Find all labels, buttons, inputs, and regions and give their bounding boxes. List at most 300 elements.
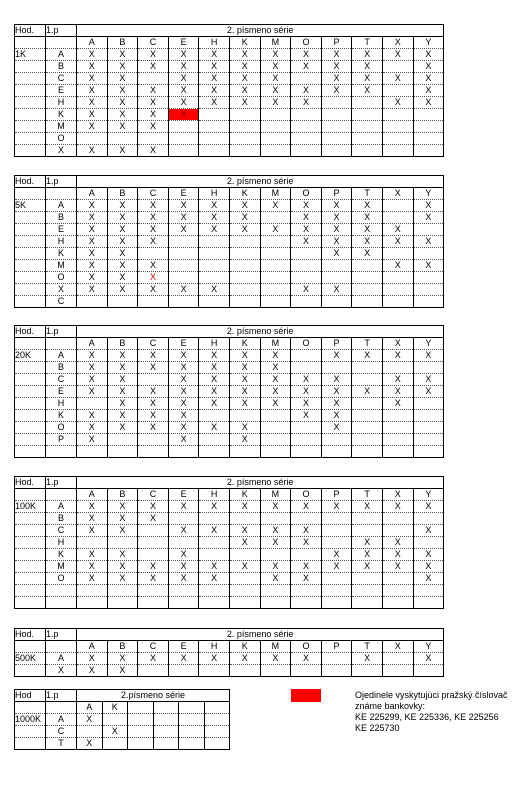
mark-cell xyxy=(199,665,230,677)
mark-cell xyxy=(291,446,322,458)
mark-cell: X xyxy=(77,212,108,224)
series-grid xyxy=(14,325,444,458)
denomination-cell xyxy=(15,133,46,145)
mark-cell: X xyxy=(382,501,413,513)
mark-cell xyxy=(199,109,230,121)
mark-cell: X xyxy=(77,73,108,85)
column-letter: H xyxy=(199,489,230,501)
header-row xyxy=(15,629,444,641)
mark-cell: X xyxy=(107,49,138,61)
mark-cell: X xyxy=(168,561,199,573)
mark-cell: X xyxy=(229,362,260,374)
first-letter: M xyxy=(46,561,77,573)
mark-cell xyxy=(199,296,230,308)
mark-cell: X xyxy=(352,224,383,236)
first-letter: A xyxy=(46,49,77,61)
second-letter-title: 2. písmeno série xyxy=(77,176,444,188)
mark-cell xyxy=(321,585,352,597)
mark-cell: X xyxy=(291,573,322,585)
mark-cell: X xyxy=(199,386,230,398)
column-letter: X xyxy=(382,338,413,350)
mark-cell: X xyxy=(107,350,138,362)
mark-cell: X xyxy=(291,49,322,61)
mark-cell: X xyxy=(168,61,199,73)
mark-cell xyxy=(291,549,322,561)
column-letters-row xyxy=(15,702,230,714)
legend-line-3: KE 225299, KE 225336, KE 225256 xyxy=(355,712,499,722)
mark-cell: X xyxy=(199,561,230,573)
first-letter-cell xyxy=(46,188,77,200)
mark-cell: X xyxy=(107,501,138,513)
mark-cell: X xyxy=(107,73,138,85)
mark-cell: X xyxy=(229,501,260,513)
table-row xyxy=(15,236,444,248)
column-letters-row xyxy=(15,37,444,49)
table-row xyxy=(15,665,444,677)
column-letter: M xyxy=(260,489,291,501)
mark-cell xyxy=(107,585,138,597)
denomination-cell xyxy=(15,109,46,121)
mark-cell xyxy=(321,133,352,145)
mark-cell: X xyxy=(77,61,108,73)
mark-cell xyxy=(352,260,383,272)
column-letter: C xyxy=(138,37,169,49)
first-letter-header: 1.p xyxy=(46,629,77,641)
mark-cell xyxy=(382,585,413,597)
mark-cell: X xyxy=(138,97,169,109)
mark-cell xyxy=(102,738,128,750)
mark-cell xyxy=(352,434,383,446)
mark-cell xyxy=(382,85,413,97)
mark-cell xyxy=(229,284,260,296)
mark-cell: X xyxy=(291,501,322,513)
mark-cell xyxy=(321,513,352,525)
mark-cell: X xyxy=(107,85,138,97)
denomination-cell xyxy=(15,85,46,97)
mark-cell xyxy=(229,585,260,597)
table-row xyxy=(15,272,444,284)
first-letter-cell xyxy=(46,338,77,350)
mark-cell: X xyxy=(413,525,444,537)
table-row xyxy=(15,224,444,236)
mark-cell xyxy=(260,236,291,248)
mark-cell xyxy=(199,597,230,609)
mark-cell: X xyxy=(138,350,169,362)
mark-cell xyxy=(168,133,199,145)
first-letter: C xyxy=(46,726,77,738)
mark-cell: X xyxy=(229,61,260,73)
mark-cell: X xyxy=(77,224,108,236)
column-letter: A xyxy=(77,489,108,501)
denomination-cell xyxy=(15,738,46,750)
mark-cell xyxy=(321,446,352,458)
table-row xyxy=(15,145,444,157)
mark-cell: X xyxy=(260,200,291,212)
mark-cell xyxy=(153,714,179,726)
mark-cell xyxy=(204,714,230,726)
mark-cell xyxy=(382,212,413,224)
mark-cell: X xyxy=(77,738,103,750)
column-letter: Y xyxy=(413,37,444,49)
column-letter: E xyxy=(168,338,199,350)
mark-cell xyxy=(138,73,169,85)
mark-cell xyxy=(352,374,383,386)
mark-cell: X xyxy=(199,61,230,73)
header-row xyxy=(15,477,444,489)
mark-cell: X xyxy=(229,374,260,386)
mark-cell: X xyxy=(352,653,383,665)
mark-cell xyxy=(413,537,444,549)
denomination-cell xyxy=(15,398,46,410)
mark-cell: X xyxy=(413,97,444,109)
mark-cell: X xyxy=(352,73,383,85)
denomination-cell xyxy=(15,410,46,422)
mark-cell xyxy=(352,97,383,109)
denomination-cell xyxy=(15,573,46,585)
mark-cell xyxy=(260,248,291,260)
mark-cell: X xyxy=(352,386,383,398)
mark-cell: X xyxy=(199,350,230,362)
table-row xyxy=(15,525,444,537)
mark-cell xyxy=(382,597,413,609)
mark-cell xyxy=(229,410,260,422)
header-row xyxy=(15,176,444,188)
mark-cell: X xyxy=(77,121,108,133)
mark-cell xyxy=(413,362,444,374)
first-letter: H xyxy=(46,236,77,248)
first-letter: C xyxy=(46,73,77,85)
mark-cell: X xyxy=(107,549,138,561)
mark-cell: X xyxy=(229,212,260,224)
mark-cell xyxy=(77,398,108,410)
first-letter-header: 1.p xyxy=(46,477,77,489)
mark-cell xyxy=(382,248,413,260)
denomination-cell xyxy=(15,188,46,200)
mark-cell: X xyxy=(107,374,138,386)
denomination-value: 500K xyxy=(15,653,46,665)
mark-cell: X xyxy=(260,653,291,665)
mark-cell: X xyxy=(229,434,260,446)
mark-cell xyxy=(229,549,260,561)
mark-cell: X xyxy=(138,109,169,121)
first-letter: A xyxy=(46,200,77,212)
second-letter-title: 2.písmeno série xyxy=(77,690,230,702)
denomination-cell xyxy=(15,61,46,73)
mark-cell xyxy=(352,272,383,284)
table-row xyxy=(15,374,444,386)
mark-cell xyxy=(138,585,169,597)
table-row xyxy=(15,738,230,750)
mark-cell xyxy=(260,513,291,525)
mark-cell: X xyxy=(382,350,413,362)
mark-cell xyxy=(382,145,413,157)
mark-cell xyxy=(199,236,230,248)
denomination-cell xyxy=(15,537,46,549)
mark-cell: X xyxy=(77,525,108,537)
column-letter: P xyxy=(321,641,352,653)
series-table-500K xyxy=(14,628,444,677)
first-letter-cell xyxy=(46,37,77,49)
mark-cell xyxy=(77,446,108,458)
column-letter: B xyxy=(107,641,138,653)
mark-cell xyxy=(107,537,138,549)
mark-cell xyxy=(260,145,291,157)
mark-cell: X xyxy=(199,422,230,434)
first-letter: B xyxy=(46,362,77,374)
mark-cell xyxy=(321,434,352,446)
column-letter: B xyxy=(107,188,138,200)
table-row xyxy=(15,446,444,458)
mark-cell xyxy=(168,513,199,525)
column-letter: Y xyxy=(413,338,444,350)
column-letters-row xyxy=(15,489,444,501)
table-row xyxy=(15,85,444,97)
mark-cell: X xyxy=(352,212,383,224)
mark-cell: X xyxy=(413,573,444,585)
mark-cell: X xyxy=(199,362,230,374)
mark-cell xyxy=(321,121,352,133)
mark-cell: X xyxy=(382,374,413,386)
mark-cell xyxy=(128,726,154,738)
column-letter: T xyxy=(352,338,383,350)
mark-cell xyxy=(199,248,230,260)
mark-cell: X xyxy=(321,236,352,248)
series-table-100K xyxy=(14,476,444,609)
mark-cell xyxy=(352,398,383,410)
mark-cell: X xyxy=(199,525,230,537)
table-row xyxy=(15,49,444,61)
mark-cell: X xyxy=(168,386,199,398)
mark-cell xyxy=(229,236,260,248)
denomination-cell xyxy=(15,248,46,260)
mark-cell: X xyxy=(168,224,199,236)
mark-cell: X xyxy=(321,350,352,362)
table-row xyxy=(15,653,444,665)
mark-cell: X xyxy=(168,434,199,446)
mark-cell xyxy=(260,585,291,597)
legend-note xyxy=(355,690,530,734)
first-letter: M xyxy=(46,260,77,272)
table-row xyxy=(15,410,444,422)
mark-cell: X xyxy=(413,236,444,248)
mark-cell: X xyxy=(138,260,169,272)
denomination-cell xyxy=(15,362,46,374)
mark-cell xyxy=(153,726,179,738)
mark-cell xyxy=(382,653,413,665)
series-grid xyxy=(14,628,444,677)
mark-cell xyxy=(413,224,444,236)
mark-cell xyxy=(413,133,444,145)
mark-cell: X xyxy=(352,236,383,248)
mark-cell: X xyxy=(77,109,108,121)
mark-cell: X xyxy=(291,374,322,386)
header-row xyxy=(15,690,230,702)
denomination-cell xyxy=(15,260,46,272)
column-letters-row xyxy=(15,338,444,350)
mark-cell xyxy=(352,121,383,133)
mark-cell xyxy=(107,133,138,145)
column-letter: X xyxy=(382,37,413,49)
column-letter: Y xyxy=(413,641,444,653)
mark-cell: X xyxy=(229,398,260,410)
first-letter: O xyxy=(46,272,77,284)
mark-cell: X xyxy=(138,362,169,374)
column-letter: X xyxy=(382,489,413,501)
mark-cell: X xyxy=(77,653,108,665)
mark-cell: X xyxy=(321,561,352,573)
mark-cell xyxy=(229,573,260,585)
mark-cell: X xyxy=(382,97,413,109)
mark-cell: X xyxy=(260,61,291,73)
column-letter: H xyxy=(199,188,230,200)
mark-cell: X xyxy=(107,109,138,121)
denomination-cell xyxy=(15,338,46,350)
column-letter: M xyxy=(260,37,291,49)
mark-cell: X xyxy=(382,224,413,236)
mark-cell: X xyxy=(413,561,444,573)
column-letter: A xyxy=(77,702,103,714)
mark-cell: X xyxy=(107,284,138,296)
mark-cell: X xyxy=(77,410,108,422)
mark-cell: X xyxy=(107,561,138,573)
mark-cell xyxy=(291,272,322,284)
table-row xyxy=(15,260,444,272)
mark-cell: X xyxy=(107,525,138,537)
column-letter: P xyxy=(321,37,352,49)
mark-cell xyxy=(168,145,199,157)
mark-cell: X xyxy=(260,374,291,386)
mark-cell xyxy=(138,248,169,260)
series-table-5K xyxy=(14,175,444,308)
first-letter: B xyxy=(46,61,77,73)
mark-cell xyxy=(352,513,383,525)
mark-cell xyxy=(153,738,179,750)
table-row xyxy=(15,296,444,308)
mark-cell: X xyxy=(77,501,108,513)
first-letter: P xyxy=(46,434,77,446)
table-row xyxy=(15,73,444,85)
mark-cell xyxy=(168,296,199,308)
first-letter: K xyxy=(46,549,77,561)
mark-cell: X xyxy=(382,236,413,248)
legend-red-swatch xyxy=(291,689,321,702)
column-letter: A xyxy=(77,37,108,49)
mark-cell: X xyxy=(138,224,169,236)
mark-cell: X xyxy=(291,525,322,537)
mark-cell xyxy=(352,410,383,422)
mark-cell xyxy=(138,296,169,308)
mark-cell: X xyxy=(229,200,260,212)
mark-cell: X xyxy=(107,665,138,677)
mark-cell xyxy=(204,726,230,738)
mark-cell xyxy=(168,272,199,284)
mark-cell: X xyxy=(321,549,352,561)
mark-cell xyxy=(260,212,291,224)
mark-cell: X xyxy=(229,422,260,434)
column-letter: C xyxy=(138,338,169,350)
mark-cell xyxy=(168,121,199,133)
mark-cell xyxy=(291,121,322,133)
mark-cell xyxy=(382,61,413,73)
column-letter: M xyxy=(260,641,291,653)
denomination-value: 1000K xyxy=(15,714,46,726)
mark-cell: X xyxy=(138,398,169,410)
mark-cell xyxy=(260,446,291,458)
mark-cell xyxy=(199,272,230,284)
mark-cell xyxy=(138,434,169,446)
mark-cell: X xyxy=(138,200,169,212)
table-row xyxy=(15,200,444,212)
mark-cell: X xyxy=(260,362,291,374)
mark-cell xyxy=(382,109,413,121)
column-letter: O xyxy=(291,338,322,350)
mark-cell: X xyxy=(229,525,260,537)
table-row xyxy=(15,362,444,374)
mark-cell: X xyxy=(199,49,230,61)
mark-cell: X xyxy=(413,549,444,561)
table-row xyxy=(15,212,444,224)
column-letter: K xyxy=(229,489,260,501)
mark-cell: X xyxy=(77,260,108,272)
mark-cell xyxy=(321,665,352,677)
mark-cell: X xyxy=(413,386,444,398)
denomination-cell xyxy=(15,641,46,653)
mark-cell xyxy=(229,248,260,260)
table-row xyxy=(15,133,444,145)
mark-cell: X xyxy=(168,97,199,109)
mark-cell: X xyxy=(260,350,291,362)
denomination-value: 1K xyxy=(15,49,46,61)
mark-cell: X xyxy=(168,549,199,561)
mark-cell xyxy=(168,446,199,458)
mark-cell: X xyxy=(77,549,108,561)
mark-cell: X xyxy=(199,374,230,386)
mark-cell xyxy=(168,248,199,260)
mark-cell: X xyxy=(321,386,352,398)
mark-cell: X xyxy=(77,561,108,573)
mark-cell xyxy=(199,446,230,458)
column-letter xyxy=(179,702,205,714)
mark-cell xyxy=(291,248,322,260)
mark-cell xyxy=(179,738,205,750)
mark-cell: X xyxy=(168,374,199,386)
mark-cell xyxy=(321,109,352,121)
mark-cell xyxy=(291,362,322,374)
mark-cell: X xyxy=(168,398,199,410)
mark-cell xyxy=(413,109,444,121)
mark-cell: X xyxy=(77,248,108,260)
first-letter xyxy=(46,597,77,609)
mark-cell: X xyxy=(168,501,199,513)
denomination-cell xyxy=(15,434,46,446)
mark-cell: X xyxy=(260,537,291,549)
table-row xyxy=(15,573,444,585)
mark-cell: X xyxy=(352,561,383,573)
denomination-cell xyxy=(15,97,46,109)
column-letter: P xyxy=(321,188,352,200)
mark-cell: X xyxy=(321,200,352,212)
mark-cell xyxy=(382,296,413,308)
mark-cell: X xyxy=(260,525,291,537)
mark-cell xyxy=(168,665,199,677)
mark-cell: X xyxy=(291,537,322,549)
mark-cell xyxy=(260,296,291,308)
denomination-cell xyxy=(15,585,46,597)
mark-cell: X xyxy=(291,284,322,296)
mark-cell xyxy=(179,726,205,738)
column-letter: K xyxy=(229,37,260,49)
mark-cell: X xyxy=(107,410,138,422)
